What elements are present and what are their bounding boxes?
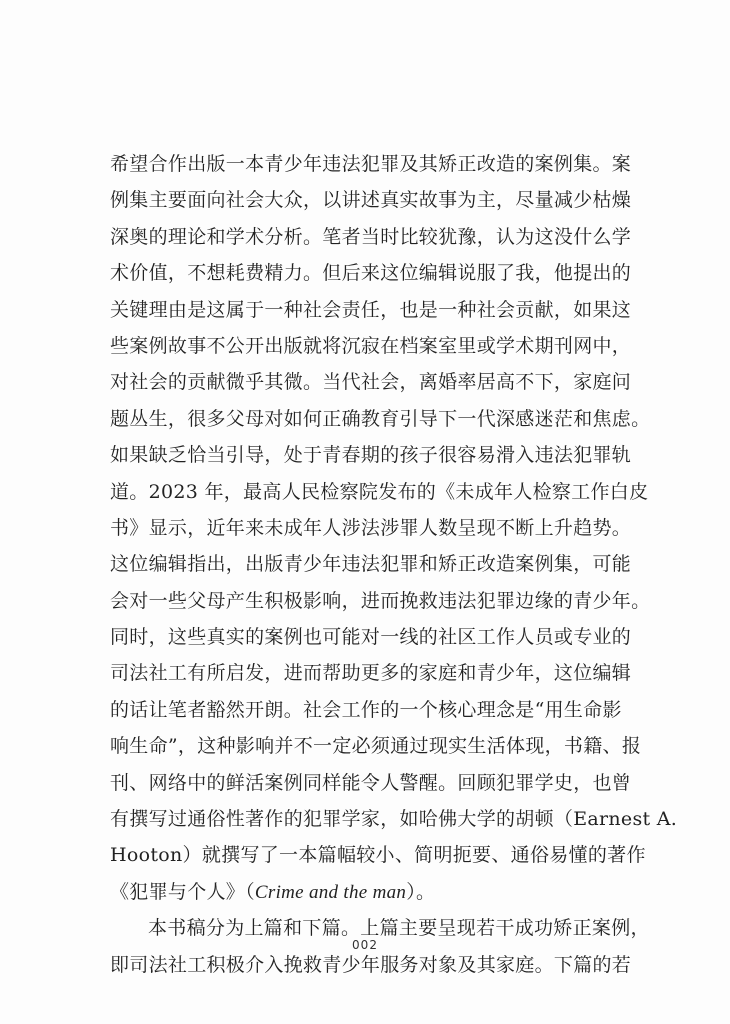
- book-title-en: Crime and the man: [254, 881, 407, 903]
- text-line: 响生命”，这种影响并不一定必须通过现实生活体现，书籍、报: [110, 735, 642, 758]
- text-line: 的话让笔者豁然开朗。社会工作的一个核心理念是“用生命影: [110, 698, 622, 721]
- page-number: 002: [352, 938, 378, 952]
- text-line: 刊、网络中的鲜活案例同样能令人警醒。回顾犯罪学史，也曾: [110, 771, 632, 794]
- closing-punctuation: ）。: [406, 880, 436, 903]
- book-title-zh: 《犯罪与个人》（: [110, 880, 255, 903]
- text-line: 关键理由是这属于一种社会责任，也是一种社会贡献，如果这: [110, 298, 632, 321]
- text-line-final: [110, 874, 608, 910]
- text-line: 有撰写过通俗性著作的犯罪学家，如哈佛大学的胡顿（Earnest A.: [110, 808, 678, 831]
- text-line: 本书稿分为上篇和下篇。上篇主要呈现若干成功矫正案例，: [148, 917, 650, 940]
- text-line: 道。2023 年，最高人民检察院发布的《未成年人检察工作白皮: [110, 480, 649, 503]
- body-text: [110, 146, 678, 983]
- text-line: Hooton）就撰写了一本篇幅较小、简明扼要、通俗易懂的著作: [110, 844, 646, 867]
- text-line: 司法社工有所启发，进而帮助更多的家庭和青少年，这位编辑: [110, 662, 632, 685]
- text-line: 书》显示，近年来未成年人涉法涉罪人数呈现不断上升趋势。: [110, 516, 632, 539]
- text-line: 希望合作出版一本青少年违法犯罪及其矫正改造的案例集。案: [110, 153, 632, 175]
- text-line: 如果缺乏恰当引导，处于青春期的孩子很容易滑入违法犯罪轨: [110, 444, 632, 467]
- text-line: 会对一些父母产生积极影响，进而挽救违法犯罪边缘的青少年。: [110, 589, 651, 612]
- text-line: 题丛生，很多父母对如何正确教育引导下一代深感迷茫和焦虑。: [110, 407, 651, 430]
- paragraph-1: [110, 146, 678, 910]
- text-line: 同时，这些真实的案例也可能对一线的社区工作人员或专业的: [110, 626, 632, 649]
- text-line: 些案例故事不公开出版就将沉寂在档案室里或学术期刊网中，: [110, 334, 632, 357]
- text-line: 即司法社工积极介入挽救青少年服务对象及其家庭。下篇的若: [110, 953, 632, 976]
- text-line: 术价值，不想耗费精力。但后来这位编辑说服了我，他提出的: [110, 262, 632, 285]
- text-line: 深奥的理论和学术分析。笔者当时比较犹豫，认为这没什么学: [110, 225, 632, 248]
- text-line: 例集主要面向社会大众，以讲述真实故事为主，尽量减少枯燥: [110, 189, 632, 212]
- text-line: 对社会的贡献微乎其微。当代社会，离婚率居高不下，家庭问: [110, 371, 632, 394]
- text-line: 这位编辑指出，出版青少年违法犯罪和矫正改造案例集，可能: [110, 553, 632, 576]
